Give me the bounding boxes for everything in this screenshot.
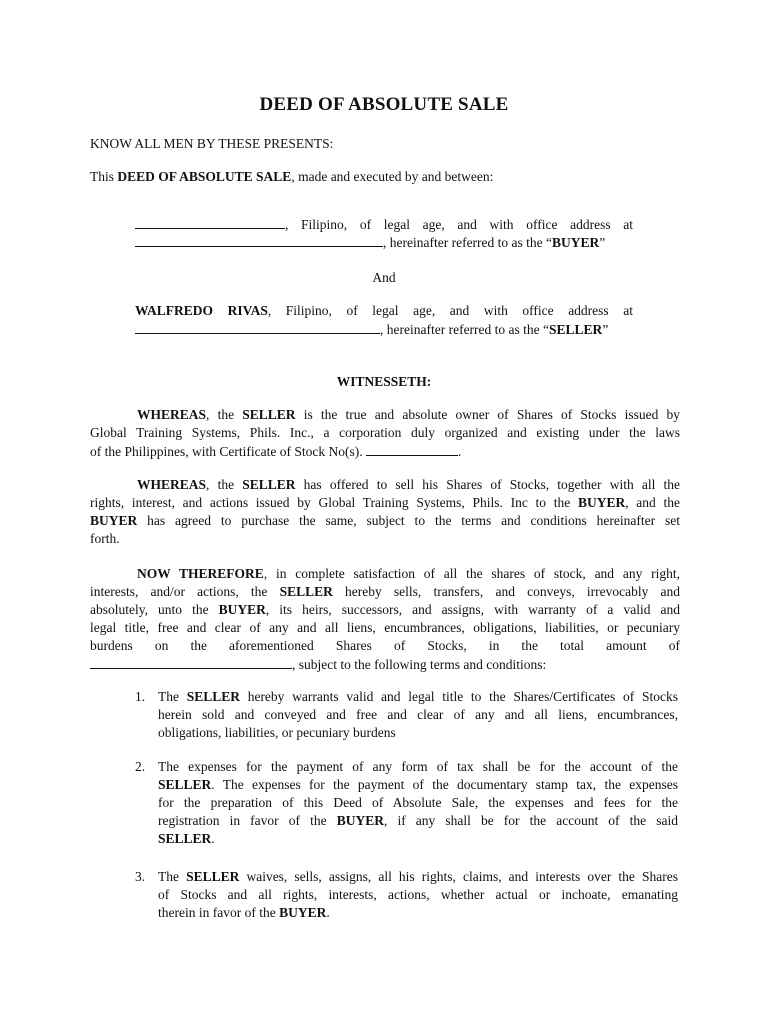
witnesseth-heading: WITNESSETH: xyxy=(336,374,432,389)
item-number: 1. xyxy=(135,689,146,704)
buyer-block xyxy=(135,215,633,251)
whereas-paragraph-2: WHEREAS, the SELLER has offered to sell his Shares of Stocks, together with all the rights, interest, and actions issued by Global Training Systems, Phils. Inc to the BUYER, and the BUYER has agreed to purchase the same, subject to the terms and conditions hereinafter set forth. xyxy=(90,477,680,546)
intro-line: This DEED OF ABSOLUTE SALE, made and executed by and between: xyxy=(90,169,494,184)
document-title: DEED OF ABSOLUTE SALE xyxy=(259,94,509,115)
certificate-number-blank xyxy=(366,442,458,456)
total-amount-blank xyxy=(90,655,292,669)
seller-line-1: WALFREDO RIVAS, Filipino, of legal age, and with office address at xyxy=(135,303,633,318)
seller-line-2: , hereinafter referred to as the “SELLER” xyxy=(135,320,633,338)
know-all-heading: KNOW ALL MEN BY THESE PRESENTS: xyxy=(90,136,334,151)
buyer-name-blank xyxy=(135,215,285,229)
list-item: The SELLER waives, sells, assigns, all his rights, claims, and interests over the Shares of Stocks and all rights, interests, actions, whether actual or inchoate, emanating therein in favor of the BUYER. xyxy=(158,869,678,920)
seller-block xyxy=(135,302,633,338)
now-therefore-paragraph: NOW THEREFORE, in complete satisfaction of all the shares of stock, and any right, interests, and/or actions, the SELLER hereby sells, transfers, and conveys, irrevocably and absolutely, unto the BUYER, its heirs, successors, and assigns, with warranty of a valid and legal title, free and clear of any and all liens, encumbrances, obligations, liabilities, or pecuniary burdens on the aforementioned Shares of Stocks, in the total amount of , subject to the following terms and conditions: xyxy=(90,566,680,672)
list-item: The SELLER hereby warrants valid and legal title to the Shares/Certificates of Stocks herein sold and conveyed and free and clear of any and all liens, encumbrances, obligations, liabilities, or pecuniary burdens xyxy=(158,689,678,740)
buyer-line-2: , hereinafter referred to as the “BUYER” xyxy=(135,233,633,251)
item-number: 2. xyxy=(135,759,146,774)
and-separator: And xyxy=(372,270,396,285)
list-item: The expenses for the payment of any form of tax shall be for the account of the SELLER. The expenses for the payment of the documentary stamp tax, the expenses for the preparation of this Deed of Absolute Sale, the expenses and fees for the registration in favor of the BUYER, if any shall be for the account of the said SELLER. xyxy=(158,759,678,846)
seller-address-blank xyxy=(135,320,380,334)
buyer-line-1: , Filipino, of legal age, and with office address at xyxy=(135,215,633,233)
item-number: 3. xyxy=(135,869,146,884)
whereas-paragraph-1: WHEREAS, the SELLER is the true and absolute owner of Shares of Stocks issued by Global Training Systems, Phils. Inc., a corporation duly organized and existing under the laws of the Philippines, with Certificate of Stock No(s). . xyxy=(90,407,680,459)
buyer-address-blank xyxy=(135,233,383,247)
